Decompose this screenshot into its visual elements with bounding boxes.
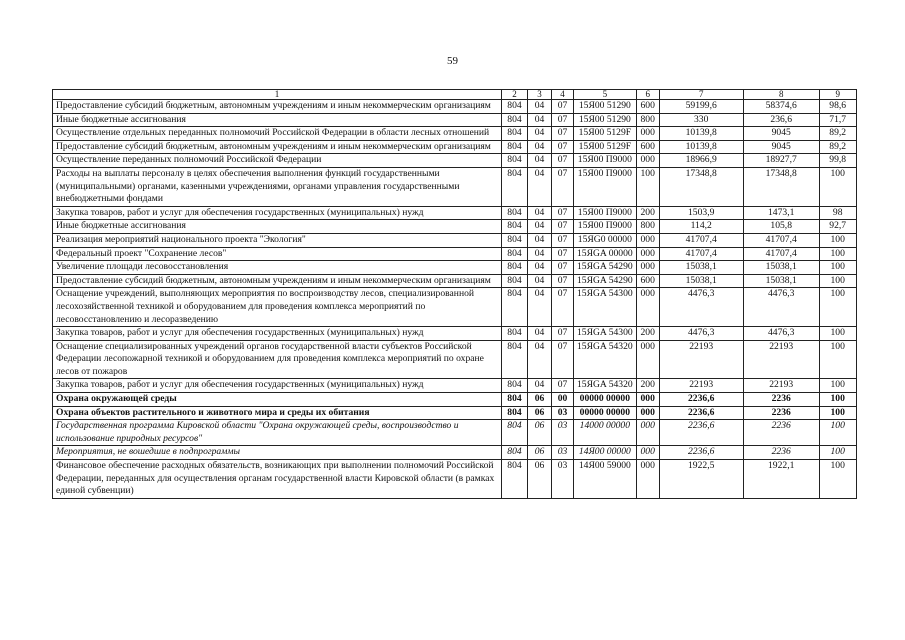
- target-article-cell: 15Я00 5129F: [574, 140, 637, 154]
- ministry-code-cell: 804: [502, 460, 528, 499]
- execution-percent-cell: 98: [819, 206, 856, 220]
- target-article-cell: 15ЯGA 54300: [574, 288, 637, 327]
- expense-type-cell: 600: [636, 140, 659, 154]
- plan-amount-cell: 41707,4: [659, 233, 743, 247]
- section-code-cell: 04: [528, 113, 552, 127]
- execution-percent-cell: 100: [819, 233, 856, 247]
- ministry-code-cell: 804: [502, 420, 528, 446]
- plan-amount-cell: 2236,6: [659, 420, 743, 446]
- table-row: [53, 220, 857, 234]
- actual-amount-cell: 15038,1: [743, 274, 819, 288]
- target-article-cell: 15ЯGA 54290: [574, 274, 637, 288]
- section-code-cell: 04: [528, 220, 552, 234]
- subsection-code-cell: 03: [552, 460, 574, 499]
- table-row: [53, 127, 857, 141]
- execution-percent-cell: 89,2: [819, 140, 856, 154]
- plan-amount-cell: 4476,3: [659, 327, 743, 341]
- ministry-code-cell: 804: [502, 406, 528, 420]
- target-article-cell: 15Я00 51290: [574, 100, 637, 114]
- actual-amount-cell: 41707,4: [743, 233, 819, 247]
- execution-percent-cell: 100: [819, 420, 856, 446]
- row-name-cell: Осуществление переданных полномочий Российской Федерации: [53, 154, 502, 168]
- ministry-code-cell: 804: [502, 379, 528, 393]
- target-article-cell: 15ЯGA 54320: [574, 340, 637, 379]
- row-name-cell: Расходы на выплаты персоналу в целях обеспечения выполнения функций государственными (муниципальными) органами, казенными учреждениями, органами управления государственными внебюджетными фондами: [53, 167, 502, 206]
- column-header: 2: [502, 90, 528, 100]
- expense-type-cell: 000: [636, 127, 659, 141]
- section-code-cell: 04: [528, 327, 552, 341]
- plan-amount-cell: 41707,4: [659, 247, 743, 261]
- subsection-code-cell: 03: [552, 446, 574, 460]
- subsection-code-cell: 07: [552, 327, 574, 341]
- row-name-cell: Мероприятия, не вошедшие в подпрограммы: [53, 446, 502, 460]
- plan-amount-cell: 15038,1: [659, 261, 743, 275]
- table-row: [53, 379, 857, 393]
- execution-percent-cell: 100: [819, 446, 856, 460]
- expense-type-cell: 100: [636, 167, 659, 206]
- actual-amount-cell: 1473,1: [743, 206, 819, 220]
- expense-type-cell: 000: [636, 460, 659, 499]
- table-row: [53, 393, 857, 407]
- ministry-code-cell: 804: [502, 247, 528, 261]
- section-code-cell: 04: [528, 288, 552, 327]
- execution-percent-cell: 100: [819, 261, 856, 275]
- row-name-cell: Иные бюджетные ассигнования: [53, 220, 502, 234]
- section-code-cell: 06: [528, 420, 552, 446]
- column-header: 9: [819, 90, 856, 100]
- row-name-cell: Закупка товаров, работ и услуг для обеспечения государственных (муниципальных) нужд: [53, 206, 502, 220]
- section-code-cell: 04: [528, 261, 552, 275]
- column-header: 1: [53, 90, 502, 100]
- table-row: [53, 340, 857, 379]
- ministry-code-cell: 804: [502, 167, 528, 206]
- ministry-code-cell: 804: [502, 220, 528, 234]
- expense-type-cell: 000: [636, 261, 659, 275]
- row-name-cell: Закупка товаров, работ и услуг для обеспечения государственных (муниципальных) нужд: [53, 379, 502, 393]
- actual-amount-cell: 22193: [743, 379, 819, 393]
- plan-amount-cell: 18966,9: [659, 154, 743, 168]
- actual-amount-cell: 4476,3: [743, 288, 819, 327]
- column-header: 3: [528, 90, 552, 100]
- expense-type-cell: 000: [636, 233, 659, 247]
- actual-amount-cell: 4476,3: [743, 327, 819, 341]
- target-article-cell: 14Я00 59000: [574, 460, 637, 499]
- ministry-code-cell: 804: [502, 393, 528, 407]
- target-article-cell: 14Я00 00000: [574, 446, 637, 460]
- header-row: [53, 90, 857, 100]
- ministry-code-cell: 804: [502, 154, 528, 168]
- execution-percent-cell: 100: [819, 274, 856, 288]
- row-name-cell: Федеральный проект "Сохранение лесов": [53, 247, 502, 261]
- expense-type-cell: 000: [636, 340, 659, 379]
- table-row: [53, 113, 857, 127]
- row-name-cell: Предоставление субсидий бюджетным, автономным учреждениям и иным некоммерческим организациям: [53, 274, 502, 288]
- column-header: 8: [743, 90, 819, 100]
- section-code-cell: 04: [528, 206, 552, 220]
- expense-type-cell: 200: [636, 206, 659, 220]
- plan-amount-cell: 22193: [659, 340, 743, 379]
- plan-amount-cell: 2236,6: [659, 446, 743, 460]
- ministry-code-cell: 804: [502, 140, 528, 154]
- table-row: [53, 140, 857, 154]
- section-code-cell: 04: [528, 379, 552, 393]
- plan-amount-cell: 330: [659, 113, 743, 127]
- execution-percent-cell: 100: [819, 393, 856, 407]
- plan-amount-cell: 10139,8: [659, 140, 743, 154]
- plan-amount-cell: 4476,3: [659, 288, 743, 327]
- actual-amount-cell: 2236: [743, 406, 819, 420]
- ministry-code-cell: 804: [502, 113, 528, 127]
- subsection-code-cell: 07: [552, 220, 574, 234]
- plan-amount-cell: 17348,8: [659, 167, 743, 206]
- actual-amount-cell: 9045: [743, 127, 819, 141]
- section-code-cell: 04: [528, 140, 552, 154]
- plan-amount-cell: 15038,1: [659, 274, 743, 288]
- execution-percent-cell: 100: [819, 406, 856, 420]
- execution-percent-cell: 71,7: [819, 113, 856, 127]
- ministry-code-cell: 804: [502, 288, 528, 327]
- expense-type-cell: 000: [636, 446, 659, 460]
- section-code-cell: 06: [528, 446, 552, 460]
- execution-percent-cell: 100: [819, 340, 856, 379]
- subsection-code-cell: 03: [552, 420, 574, 446]
- expense-type-cell: 000: [636, 154, 659, 168]
- section-code-cell: 04: [528, 233, 552, 247]
- row-name-cell: Государственная программа Кировской области "Охрана окружающей среды, воспроизводство и использование природных ресурсов": [53, 420, 502, 446]
- plan-amount-cell: 10139,8: [659, 127, 743, 141]
- subsection-code-cell: 07: [552, 379, 574, 393]
- execution-percent-cell: 100: [819, 247, 856, 261]
- table-row: [53, 446, 857, 460]
- section-code-cell: 04: [528, 154, 552, 168]
- actual-amount-cell: 9045: [743, 140, 819, 154]
- target-article-cell: 15Я00 51290: [574, 113, 637, 127]
- table-row: [53, 154, 857, 168]
- execution-percent-cell: 100: [819, 379, 856, 393]
- page-number: 59: [447, 55, 458, 67]
- table-row: [53, 100, 857, 114]
- target-article-cell: 00000 00000: [574, 393, 637, 407]
- target-article-cell: 15ЯGA 54290: [574, 261, 637, 275]
- section-code-cell: 04: [528, 127, 552, 141]
- column-header: 7: [659, 90, 743, 100]
- expense-type-cell: 800: [636, 220, 659, 234]
- actual-amount-cell: 22193: [743, 340, 819, 379]
- execution-percent-cell: 89,2: [819, 127, 856, 141]
- plan-amount-cell: 114,2: [659, 220, 743, 234]
- actual-amount-cell: 2236: [743, 420, 819, 446]
- ministry-code-cell: 804: [502, 327, 528, 341]
- expense-type-cell: 000: [636, 420, 659, 446]
- table-row: [53, 233, 857, 247]
- actual-amount-cell: 41707,4: [743, 247, 819, 261]
- expense-type-cell: 200: [636, 379, 659, 393]
- subsection-code-cell: 07: [552, 340, 574, 379]
- actual-amount-cell: 1922,1: [743, 460, 819, 499]
- column-header: 6: [636, 90, 659, 100]
- target-article-cell: 15ЯGA 54300: [574, 327, 637, 341]
- plan-amount-cell: 1922,5: [659, 460, 743, 499]
- row-name-cell: Осуществление отдельных переданных полномочий Российской Федерации в области лесных отношений: [53, 127, 502, 141]
- table-row: [53, 327, 857, 341]
- actual-amount-cell: 17348,8: [743, 167, 819, 206]
- table-row: [53, 288, 857, 327]
- execution-percent-cell: 100: [819, 167, 856, 206]
- subsection-code-cell: 00: [552, 393, 574, 407]
- subsection-code-cell: 07: [552, 140, 574, 154]
- column-header: 4: [552, 90, 574, 100]
- target-article-cell: 15ЯGA 54320: [574, 379, 637, 393]
- execution-percent-cell: 100: [819, 460, 856, 499]
- row-name-cell: Увеличение площади лесовосстановления: [53, 261, 502, 275]
- subsection-code-cell: 07: [552, 206, 574, 220]
- row-name-cell: Иные бюджетные ассигнования: [53, 113, 502, 127]
- target-article-cell: 15Я00 П9000: [574, 220, 637, 234]
- subsection-code-cell: 07: [552, 247, 574, 261]
- table-row: [53, 420, 857, 446]
- actual-amount-cell: 105,8: [743, 220, 819, 234]
- target-article-cell: 00000 00000: [574, 406, 637, 420]
- plan-amount-cell: 59199,6: [659, 100, 743, 114]
- target-article-cell: 15Я00 П9000: [574, 167, 637, 206]
- plan-amount-cell: 22193: [659, 379, 743, 393]
- section-code-cell: 04: [528, 167, 552, 206]
- row-name-cell: Предоставление субсидий бюджетным, автономным учреждениям и иным некоммерческим организациям: [53, 100, 502, 114]
- subsection-code-cell: 07: [552, 261, 574, 275]
- actual-amount-cell: 2236: [743, 446, 819, 460]
- subsection-code-cell: 07: [552, 127, 574, 141]
- table-row: [53, 167, 857, 206]
- column-header: 5: [574, 90, 637, 100]
- section-code-cell: 06: [528, 460, 552, 499]
- row-name-cell: Реализация мероприятий национального проекта "Экология": [53, 233, 502, 247]
- actual-amount-cell: 18927,7: [743, 154, 819, 168]
- ministry-code-cell: 804: [502, 340, 528, 379]
- target-article-cell: 15ЯGA 00000: [574, 247, 637, 261]
- table-row: [53, 206, 857, 220]
- section-code-cell: 04: [528, 100, 552, 114]
- plan-amount-cell: 2236,6: [659, 393, 743, 407]
- row-name-cell: Оснащение специализированных учреждений органов государственной власти субъектов Российской Федерации лесопожарной техникой и оборудованием для проведения комплекса мероприятий по охране лесов от пожаров: [53, 340, 502, 379]
- ministry-code-cell: 804: [502, 127, 528, 141]
- ministry-code-cell: 804: [502, 261, 528, 275]
- target-article-cell: 15Я00 П9000: [574, 154, 637, 168]
- section-code-cell: 04: [528, 274, 552, 288]
- execution-percent-cell: 100: [819, 288, 856, 327]
- subsection-code-cell: 07: [552, 274, 574, 288]
- subsection-code-cell: 07: [552, 167, 574, 206]
- ministry-code-cell: 804: [502, 446, 528, 460]
- execution-percent-cell: 92,7: [819, 220, 856, 234]
- expense-type-cell: 000: [636, 393, 659, 407]
- section-code-cell: 04: [528, 247, 552, 261]
- actual-amount-cell: 236,6: [743, 113, 819, 127]
- target-article-cell: 14000 00000: [574, 420, 637, 446]
- expense-type-cell: 000: [636, 406, 659, 420]
- table-row: [53, 460, 857, 499]
- plan-amount-cell: 1503,9: [659, 206, 743, 220]
- section-code-cell: 04: [528, 340, 552, 379]
- table-row: [53, 406, 857, 420]
- target-article-cell: 15Я00 5129F: [574, 127, 637, 141]
- actual-amount-cell: 15038,1: [743, 261, 819, 275]
- row-name-cell: Финансовое обеспечение расходных обязательств, возникающих при выполнении полномочий Российской Федерации, переданных для осуществления органам государственной власти Кировской области (в рамках единой субвенции): [53, 460, 502, 499]
- expense-type-cell: 200: [636, 327, 659, 341]
- plan-amount-cell: 2236,6: [659, 406, 743, 420]
- table-row: [53, 261, 857, 275]
- expense-type-cell: 000: [636, 288, 659, 327]
- table-row: [53, 247, 857, 261]
- row-name-cell: Закупка товаров, работ и услуг для обеспечения государственных (муниципальных) нужд: [53, 327, 502, 341]
- execution-percent-cell: 100: [819, 327, 856, 341]
- section-code-cell: 06: [528, 393, 552, 407]
- expense-type-cell: 600: [636, 100, 659, 114]
- execution-percent-cell: 99,8: [819, 154, 856, 168]
- expense-type-cell: 000: [636, 247, 659, 261]
- row-name-cell: Предоставление субсидий бюджетным, автономным учреждениям и иным некоммерческим организациям: [53, 140, 502, 154]
- subsection-code-cell: 07: [552, 288, 574, 327]
- ministry-code-cell: 804: [502, 100, 528, 114]
- target-article-cell: 15Я00 П9000: [574, 206, 637, 220]
- subsection-code-cell: 07: [552, 233, 574, 247]
- actual-amount-cell: 58374,6: [743, 100, 819, 114]
- subsection-code-cell: 07: [552, 100, 574, 114]
- ministry-code-cell: 804: [502, 274, 528, 288]
- ministry-code-cell: 804: [502, 233, 528, 247]
- actual-amount-cell: 2236: [743, 393, 819, 407]
- budget-table: [52, 89, 857, 499]
- expense-type-cell: 600: [636, 274, 659, 288]
- expense-type-cell: 800: [636, 113, 659, 127]
- row-name-cell: Охрана объектов растительного и животного мира и среды их обитания: [53, 406, 502, 420]
- target-article-cell: 15ЯG0 00000: [574, 233, 637, 247]
- execution-percent-cell: 98,6: [819, 100, 856, 114]
- section-code-cell: 06: [528, 406, 552, 420]
- subsection-code-cell: 07: [552, 154, 574, 168]
- subsection-code-cell: 07: [552, 113, 574, 127]
- row-name-cell: Оснащение учреждений, выполняющих мероприятия по воспроизводству лесов, специализированной лесохозяйственной техникой и оборудованием для проведения комплекса мероприятий по лесовосстановлению и лесоразведению: [53, 288, 502, 327]
- table-row: [53, 274, 857, 288]
- ministry-code-cell: 804: [502, 206, 528, 220]
- row-name-cell: Охрана окружающей среды: [53, 393, 502, 407]
- subsection-code-cell: 03: [552, 406, 574, 420]
